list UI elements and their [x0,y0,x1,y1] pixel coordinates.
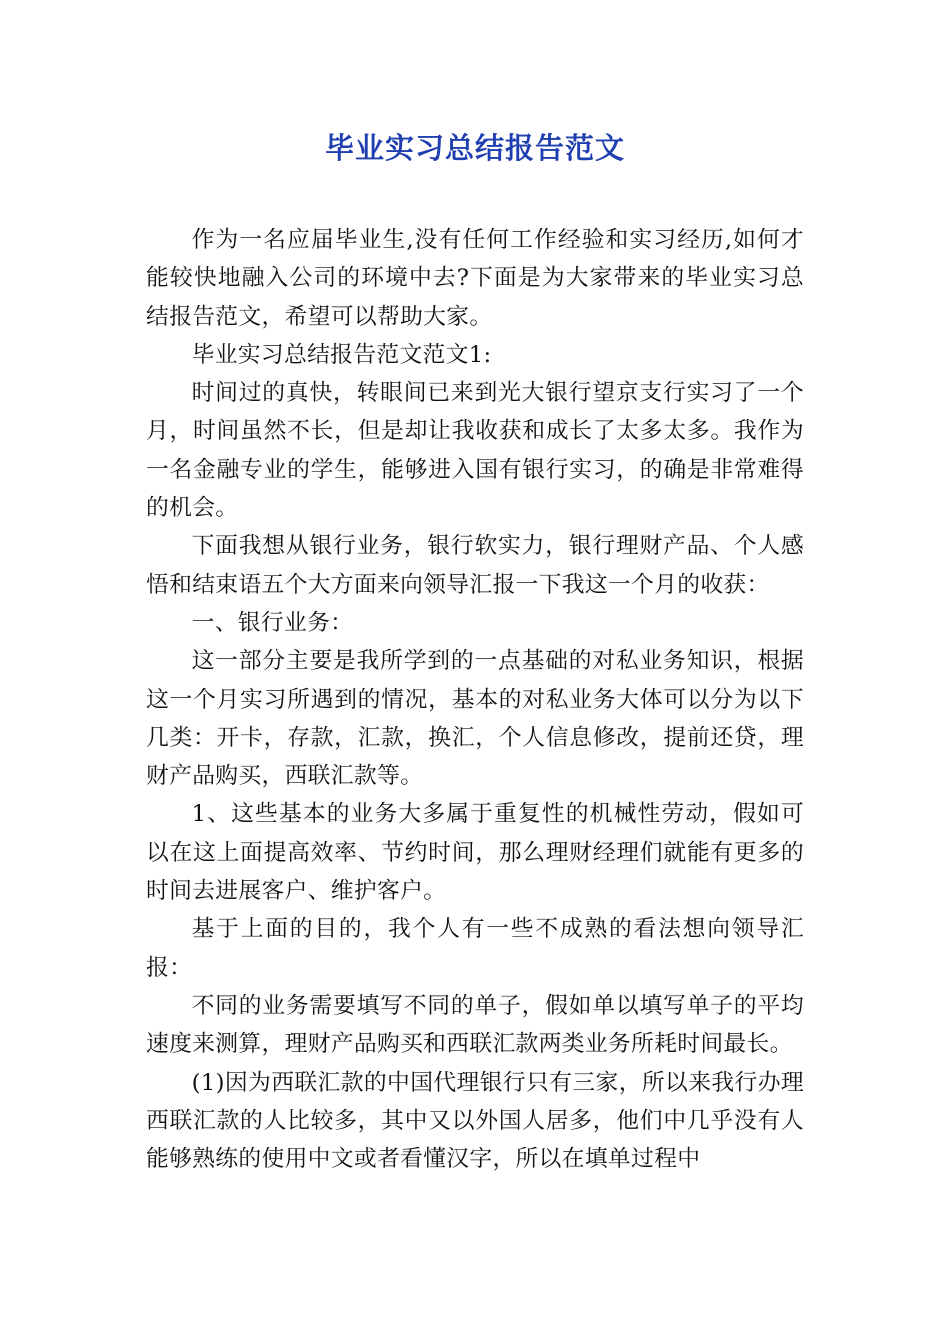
paragraph: 1、这些基本的业务大多属于重复性的机械性劳动，假如可以在这上面提高效率、节约时间，那么理财经理们就能有更多的时间去进展客户、维护客户。 [146,801,804,905]
paragraph: 时间过的真快，转眼间已来到光大银行望京支行实习了一个月，时间虽然不长，但是却让我收获和成长了太多太多。我作为一名金融专业的学生，能够进入国有银行实习，的确是非常难得的机会。 [146,380,804,522]
paragraph: 作为一名应届毕业生,没有任何工作经验和实习经历,如何才能较快地融入公司的环境中去?下面是为大家带来的毕业实习总结报告范文，希望可以帮助大家。 [146,227,804,330]
document-title: 毕业实习总结报告范文 [324,131,625,165]
paragraph: 这一部分主要是我所学到的一点基础的对私业务知识，根据这一个月实习所遇到的情况，基本的对私业务大体可以分为以下几类：开卡，存款，汇款，换汇，个人信息修改，提前还贷，理财产品购买，西联汇款等。 [146,648,804,790]
paragraph: 不同的业务需要填写不同的单子，假如单以填写单子的平均速度来测算，理财产品购买和西联汇款两类业务所耗时间最长。 [146,992,804,1058]
document-body [146,221,804,1178]
paragraph: 下面我想从银行业务，银行软实力，银行理财产品、个人感悟和结束语五个大方面来向领导汇报一下我这一个月的收获： [146,533,804,598]
paragraph: (1)因为西联汇款的中国代理银行只有三家，所以来我行办理西联汇款的人比较多，其中又以外国人居多，他们中几乎没有人能够熟练的使用中文或者看懂汉字，所以在填单过程中 [146,1069,804,1173]
paragraph: 毕业实习总结报告范文范文1: [191,341,492,368]
paragraph: 基于上面的目的，我个人有一些不成熟的看法想向领导汇报： [146,916,804,981]
section-heading: 一、银行业务： [191,609,354,636]
